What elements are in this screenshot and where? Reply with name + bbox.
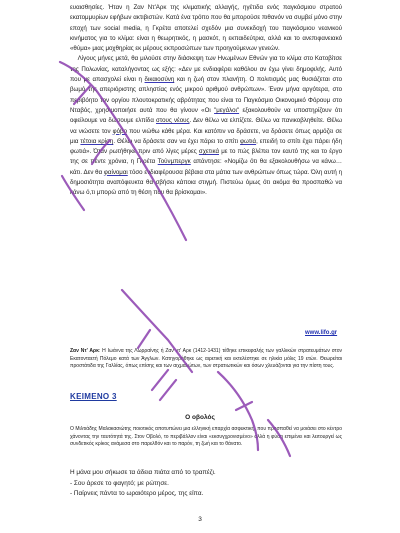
footnote bbox=[70, 348, 342, 371]
main-article-text: ευαισθησίες. Ήταν η Ζαν Ντ'Αρκ της κλιματικής αλλαγής, ηγέτιδα ενός παγκόσμιου στρατού εκατομμυρίων εφήβων ακτιβιστών. Κατά ένα τρόπο που θα μπορούσε πιθανόν να συμβεί μόνο στην εποχή των social media, η Γκρέτα αποτελεί σχεδόν μια συνεκδοχή του παγκόσμιου νεανικού κινήματος για το κλίμα: είναι η θεωρητικός, η μασκότ, η εκπαιδεύτρια, αλλά και το ανεπιφανειακό «θύμα» μιας μοχθηρίας εκ μέρους εκπροσώπων των προηγούμενων γενεών. Λίγους μήνες μετά, θα μιλούσε στην διάσκεψη των Ηνωμένων Εθνών για το κλίμα στο Κατοβίτσε της Πολωνίας, καταλήγοντας ως εξής: «Δεν με ενδιαφέρει καθόλου αν έχω γίνει δημοφιλής. Αυτό που με απασχολεί είναι η δικαιοσύνη και η ζωή στον πλανήτη. Ο πολιτισμός μας θυσιάζεται στο βωμό της απεριόριστης απληστίας ενός μικρού αριθμού ανθρώπων». Έναν μήνα αργότερα, στο περιβόητο τον οργίου πλουτοκρατικής αβρότητας που είναι το Παγκόσμιο Οικονομικό Φόρουμ στο Νταβός, χρησιμοποιήσε αυτά που θα γίνουν «Οι "μεγάλοι" εξακολουθούν να υποστηρίζουν ότι οφείλουμε να δώσουμε ελπίδα στους νέους. Δεν θέλω να ελπίζετε. Θέλω να πανικοβληθείτε. Θέλω να νιώσετε τον φόβο που νιώθω κάθε μέρα. Και κατόπιν να δράσετε, να δράσετε όπως αρμόζει σε μια τέτοια κρίση. Θέλω να δράσετε σαν να έχει πάρει το σπίτι φωτιά, επειδή το σπίτι έχει πάρει ήδη φωτιά». Όταν ρωτήθηκε πριν από λίγες μέρες σχετικά με το πώς βλέπει τον εαυτό της και το έργο της σε πέντε χρόνια, η Γκρέτα Τούνμπεργκ απάντησε: «Νομίζω ότι θα εξακολουθήσω να κάνω…κάτι. Δεν θα φαίνομαι τόσο ενδιαφέρουσα βέβαια στα μάτια των ανθρώπων όπως τώρα. Όλη αυτή η δημοσιότητα αναπόφευκτα θα σβήσει κάποια στιγμή. Πιστεύω όμως ότι ακόμα θα προσπαθώ να κάνω ό,τι μπορώ από τη θέση που θα βρίσκομαι». bbox=[70, 4, 342, 197]
underlined-word: Τούνμπεργκ bbox=[157, 158, 191, 166]
poem-excerpt bbox=[70, 468, 216, 500]
paragraph-1: ευαισθησίες. Ήταν η Ζαν Ντ'Αρκ της κλιματικής αλλαγής, ηγέτιδα ενός παγκόσμιου στρατού εκατομμυρίων εφήβων ακτιβιστών. Κατά ένα τρόπο που θα μπορούσε πιθανόν να συμβεί μόνο στην εποχή των social media, η Γκρέτα αποτελεί σχεδόν μια συνεκδοχή του παγκόσμιου νεανικού κινήματος για το κλίμα: είναι η θεωρητικός, η μασκότ, η εκπαιδεύτρια, αλλά και το ανεπιφανειακό «θύμα» μιας μοχθηρίας εκ μέρους εκπροσώπων των προηγούμενων γενεών. bbox=[70, 4, 342, 53]
section-intro: Ο Μιλτιάδης Μαλακασιώτης ποιοτικός αποτυπώνει μια ελληνική επαρχία ασφυκτική, που προσπαθεί να μοιάσει στο κέντρο χάνοντας την ταυτότητά της. Στον Οβολό, το περιβάλλον είναι «εκσυγχρονισμένο» αλλά η φύση επιμένει και λειτουργεί ως συνδετικός κρίκος ανάμεσα στο παρελθόν και το παρόν, τη ζωή και το θάνατο. bbox=[70, 426, 342, 447]
underlined-word: σχετικά bbox=[198, 148, 219, 156]
footnote-text: : Η Ιωάννα της Λωρραίνης ή Ζαν ντ' Αρκ (1412-1431) τέθηκε επικεφαλής των γαλλικών στρατευμάτων στον Εκατονταετή Πόλεμο κατά των Άγγλων. Κατηγορήθηκε ως αιρετική και εκτελέστηκε σε ηλικία μόλις 19 ετών. Θεωρείται προστάτιδα της Γαλλίας, όπως επίσης και των αιχμαλώτων, των στρατιωτικών και όσων χλευάζονται για την πίστη τους. bbox=[70, 348, 342, 370]
underlined-word: τέτοια κρίση bbox=[80, 137, 114, 145]
poem-line: Η μάνα μου σήκωσε τα άδεια πιάτα από το τραπέζι. bbox=[70, 469, 216, 476]
underlined-word: φόβο bbox=[112, 127, 127, 135]
underlined-word: στους νέους bbox=[155, 117, 190, 125]
underlined-word: "μεγάλοι" bbox=[214, 106, 240, 114]
section-title: Ο οβολός bbox=[185, 414, 215, 421]
underlined-word: δικαιοσύνη bbox=[144, 76, 175, 84]
poem-line: - Παίρνεις πάντα το ωραιότερο μέρος, της είπα. bbox=[70, 490, 204, 497]
footnote-term: Ζαν Ντ' Αρκ bbox=[70, 348, 99, 354]
page-number: 3 bbox=[198, 516, 202, 523]
source-link[interactable]: www.lifo.gr bbox=[305, 330, 338, 336]
underlined-word: φωτιά bbox=[240, 137, 257, 145]
underlined-word: φαίνομαι bbox=[103, 168, 128, 176]
poem-line: - Σου άρεσε το φαγητό; με ρώτησε. bbox=[70, 479, 169, 487]
section-heading: ΚΕΙΜΕΝΟ 3 bbox=[70, 392, 117, 401]
